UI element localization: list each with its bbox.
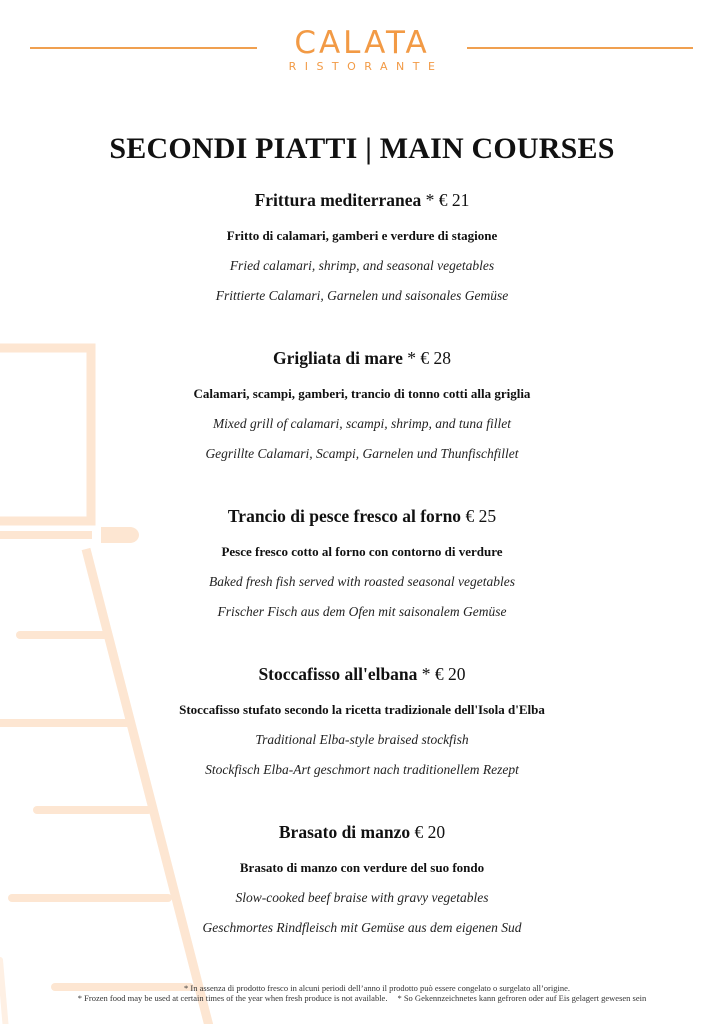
dish-description-en: Baked fresh fish served with roasted seasonal vegetables — [208, 574, 516, 589]
dish-description-en: Traditional Elba-style braised stockfish — [255, 732, 469, 747]
dish-title — [0, 502, 724, 530]
dish-description-de: Frittierte Calamari, Garnelen und saisonales Gemüse — [215, 288, 509, 303]
header-rule-left — [30, 47, 257, 49]
dish-name: Trancio di pesce fresco al forno — [227, 506, 462, 526]
footnotes — [0, 983, 724, 1003]
dish-description-de: Stockfisch Elba-Art geschmort nach traditionellem Rezept — [205, 762, 519, 777]
dish-description-it: Brasato di manzo con verdure del suo fondo — [239, 860, 485, 875]
menu-item — [0, 186, 724, 344]
footnote-en: * Frozen food may be used at certain times of the year when fresh produce is not available. — [77, 993, 388, 1003]
dish-description-en: Slow-cooked beef braise with gravy vegetables — [235, 890, 489, 905]
footnote-line-2 — [0, 993, 724, 1003]
dish-name: Frittura mediterranea — [254, 190, 422, 210]
header-rule-right — [467, 47, 693, 49]
dish-price: * € 28 — [407, 348, 452, 368]
dish-title — [0, 344, 724, 372]
dish-description-de: Geschmortes Rindfleisch mit Gemüse aus dem eigenen Sud — [202, 920, 522, 935]
dish-description-de: Frischer Fisch aus dem Ofen mit saisonalem Gemüse — [217, 604, 507, 619]
dish-description-en: Fried calamari, shrimp, and seasonal vegetables — [229, 258, 495, 273]
header — [0, 0, 724, 100]
dish-description-en: Mixed grill of calamari, scampi, shrimp, and tuna fillet — [212, 416, 512, 431]
dish-title — [0, 660, 724, 688]
dish-name: Grigliata di mare — [272, 348, 403, 368]
logo-name: CALATA — [294, 25, 430, 61]
menu-item — [0, 818, 724, 976]
dish-price: € 20 — [414, 822, 446, 842]
menu-list — [0, 186, 724, 976]
dish-title — [0, 186, 724, 214]
dish-price: € 25 — [465, 506, 497, 526]
footnote-de: * So Gekennzeichnetes kann gefroren oder auf Eis gelagert gewesen sein — [397, 993, 647, 1003]
logo-subtitle: RISTORANTE — [288, 60, 444, 73]
menu-item — [0, 502, 724, 660]
menu-item — [0, 344, 724, 502]
dish-name: Stoccafisso all'elbana — [258, 664, 418, 684]
restaurant-logo — [262, 26, 462, 73]
dish-name: Brasato di manzo — [278, 822, 411, 842]
dish-description-de: Gegrillte Calamari, Scampi, Garnelen und Thunfischfillet — [205, 446, 519, 461]
dish-price: * € 20 — [421, 664, 466, 684]
dish-description-it: Stoccafisso stufato secondo la ricetta tradizionale dell'Isola d'Elba — [179, 702, 545, 717]
dish-title — [0, 818, 724, 846]
page-title: SECONDI PIATTI | MAIN COURSES — [109, 132, 615, 165]
dish-description-it: Fritto di calamari, gamberi e verdure di stagione — [226, 228, 498, 243]
dish-description-it: Pesce fresco cotto al forno con contorno di verdure — [221, 544, 503, 559]
footnote-it: * In assenza di prodotto fresco in alcuni periodi dell’anno il prodotto può essere congelato o surgelato all’origine. — [183, 983, 570, 993]
menu-item — [0, 660, 724, 818]
dish-description-it: Calamari, scampi, gamberi, trancio di tonno cotti alla griglia — [193, 386, 531, 401]
dish-price: * € 21 — [425, 190, 470, 210]
